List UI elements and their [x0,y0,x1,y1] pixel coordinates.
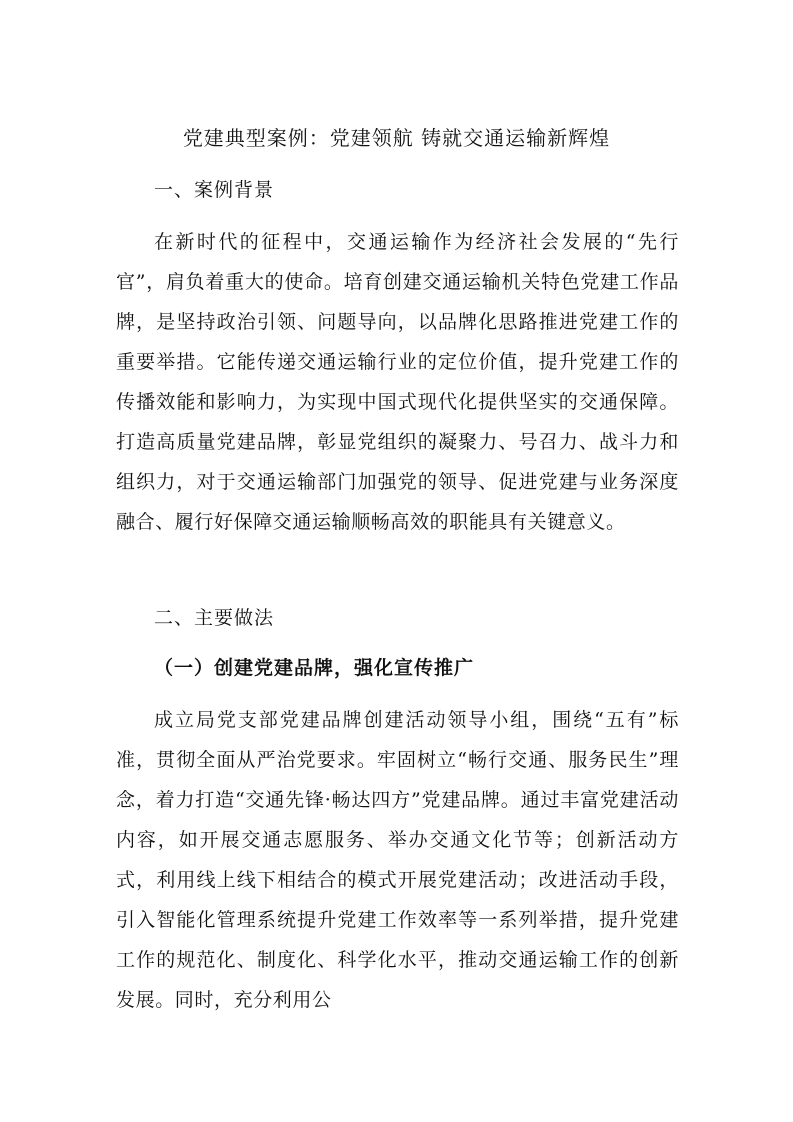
section-heading-background: 一、案例背景 [154,179,275,201]
document-title: 党建典型案例：党建领航 铸就交通运输新辉煌 [182,126,611,150]
section-heading-main-practices: 二、主要做法 [154,607,275,629]
paragraph-background: 在新时代的征程中，交通运输作为经济社会发展的“先行官”，肩负着重大的使命。培育创建交通运输机关特色党建工作品牌，是坚持政治引领、问题导向，以品牌化思路推进党建工作的重要举措。它能传递交通运输行业的定位价值，提升党建工作的传播效能和影响力，为实现中国式现代化提供坚实的交通保障。打造高质量党建品牌，彰显党组织的凝聚力、号召力、战斗力和组织力，对于交通运输部门加强党的领导、促进党建与业务深度融合、履行好保障交通运输顺畅高效的职能具有关键意义。 [116,231,679,533]
subsection-heading-brand: （一）创建党建品牌，强化宣传推广 [154,657,475,679]
paragraph-brand: 成立局党支部党建品牌创建活动领导小组，围绕“五有”标准，贯彻全面从严治党要求。牢固树立“畅行交通、服务民生”理念，着力打造“交通先锋·畅达四方”党建品牌。通过丰富党建活动内容，如开展交通志愿服务、举办交通文化节等；创新活动方式，利用线上线下相结合的模式开展党建活动；改进活动手段，引入智能化管理系统提升党建工作效率等一系列举措，提升党建工作的规范化、制度化、科学化水平，推动交通运输工作的创新发展。同时，充分利用公 [116,709,679,1011]
